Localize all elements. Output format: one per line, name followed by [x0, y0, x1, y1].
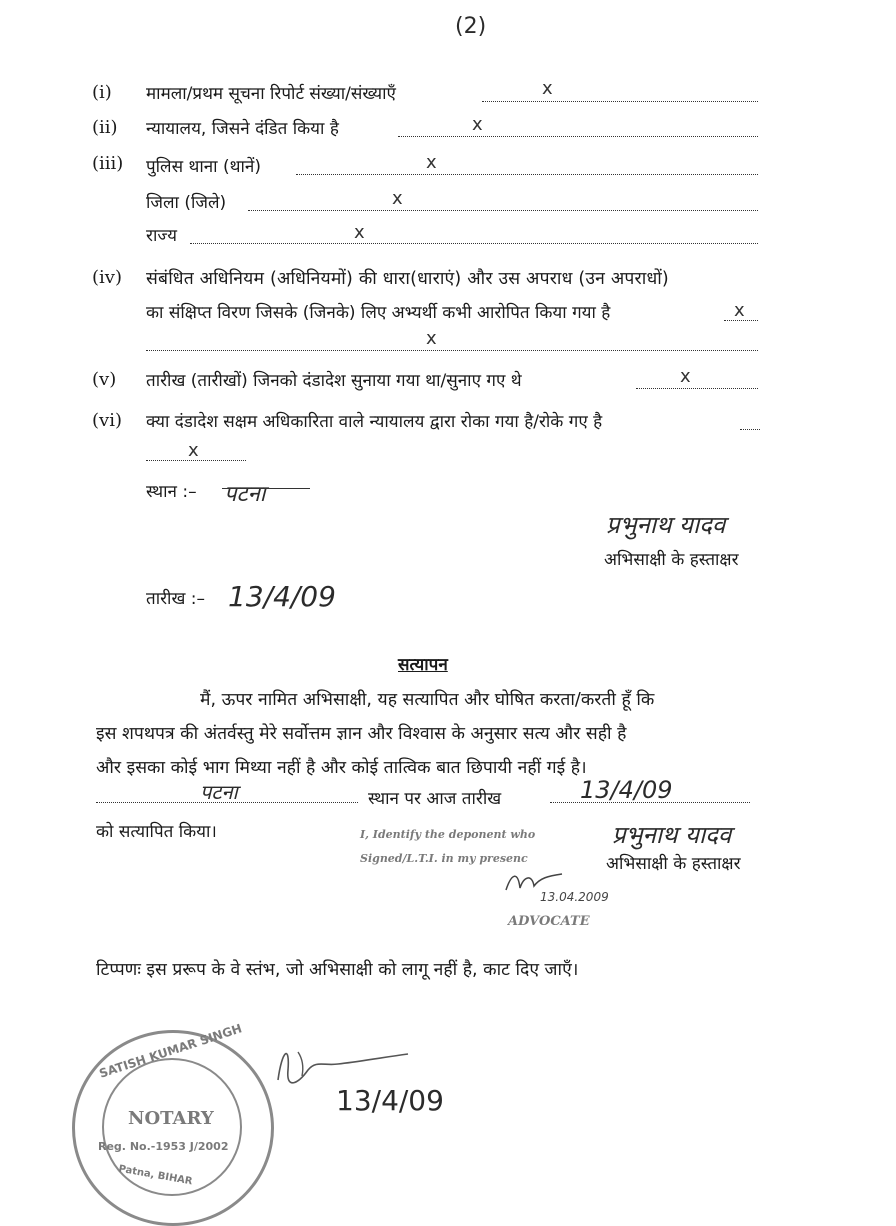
item-label-offence-description: का संक्षिप्त विरण जिसके (जिनके) लिए अभ्यर्थी कभी आरोपित किया गया है	[146, 303, 611, 323]
item-label-court: न्यायालय, जिसने दंडित किया है	[146, 119, 339, 139]
item-value-mark: x	[542, 78, 553, 99]
item-value-mark: x	[392, 188, 403, 209]
date-label: तारीख :–	[146, 589, 205, 609]
item-blank-line	[482, 101, 758, 102]
item-label-district: जिला (जिले)	[146, 193, 227, 213]
item-blank-line	[296, 174, 758, 175]
place-value: पटना	[224, 482, 266, 507]
item-number-ii: (ii)	[92, 117, 118, 138]
place-label: स्थान :–	[146, 482, 197, 502]
notary-stamp-place: Patna, BIHAR	[117, 1163, 194, 1188]
signature-caption: अभिसाक्षी के हस्ताक्षर	[604, 550, 739, 570]
verification-line-1: मैं, ऊपर नामित अभिसाक्षी, यह सत्यापित और घोषित करता/करती हूँ कि	[200, 690, 655, 710]
item-value-mark: x	[426, 328, 437, 349]
advocate-signature: 13.04.2009	[540, 890, 609, 904]
item-label-sentence-date: तारीख (तारीखों) जिनको दंडादेश सुनाया गया था/सुनाए गए थे	[146, 371, 522, 391]
page-number: (2)	[455, 14, 487, 39]
item-blank-line	[398, 136, 758, 137]
place-underline	[222, 488, 310, 489]
verification-line-3: और इसका कोई भाग मिथ्या नहीं है और कोई तात्विक बात छिपायी नहीं गई है।	[96, 758, 587, 778]
advocate-scribble-graphic	[504, 870, 564, 894]
item-blank-line	[248, 210, 758, 211]
advocate-stamp-line-1: I, Identify the deponent who	[360, 828, 536, 841]
deponent-signature: प्रभुनाथ यादव	[606, 511, 726, 539]
signature-caption-2: अभिसाक्षी के हस्ताक्षर	[606, 854, 741, 874]
item-number-iv: (iv)	[92, 267, 122, 288]
item-blank-line	[636, 388, 758, 389]
item-label-act-section: संबंधित अधिनियम (अधिनियमों) की धारा(धाराएं) और उस अपराध (उन अपराधों)	[146, 269, 669, 289]
item-number-v: (v)	[92, 369, 117, 390]
item-blank-line	[740, 429, 760, 430]
notary-stamp-title: NOTARY	[128, 1108, 214, 1129]
item-number-vi: (vi)	[92, 410, 122, 431]
item-blank-line	[146, 350, 758, 351]
item-label-case-fir: मामला/प्रथम सूचना रिपोर्ट संख्या/संख्याएँ	[146, 84, 396, 104]
verification-heading: सत्यापन	[398, 655, 448, 675]
item-number-i: (i)	[92, 82, 112, 103]
verification-line-2: इस शपथपत्र की अंतर्वस्तु मेरे सर्वोत्तम ज्ञान और विश्वास के अनुसार सत्य और सही है	[96, 724, 627, 744]
verification-closing: को सत्यापित किया।	[96, 822, 217, 842]
item-label-sentence-stayed: क्या दंडादेश सक्षम अधिकारिता वाले न्यायालय द्वारा रोका गया है/रोके गए है	[146, 412, 603, 432]
verification-place-text: स्थान पर आज तारीख	[368, 789, 502, 809]
advocate-signature-scribble	[504, 870, 564, 894]
advocate-stamp-line-2: Signed/L.T.I. in my presenc	[360, 852, 528, 865]
item-label-state: राज्य	[146, 226, 177, 246]
item-value-mark: x	[354, 222, 365, 243]
item-label-police-station: पुलिस थाना (थानें)	[146, 157, 261, 177]
item-value-mark: x	[426, 152, 437, 173]
date-value: 13/4/09	[228, 580, 336, 613]
footnote: टिप्पणः इस प्ररूप के वे स्तंभ, जो अभिसाक्षी को लागू नहीं है, काट दिए जाएँ।	[96, 960, 579, 980]
notary-stamp-reg: Reg. No.-1953 J/2002	[98, 1140, 229, 1153]
item-blank-line	[190, 243, 758, 244]
item-value-mark: x	[472, 114, 483, 135]
verification-date-value: 13/4/09	[580, 776, 673, 804]
item-number-iii: (iii)	[92, 153, 124, 174]
notary-stamp-name: SATISH KUMAR SINGH	[97, 1021, 244, 1081]
item-value-mark: x	[734, 300, 745, 321]
item-value-mark: x	[680, 366, 691, 387]
advocate-stamp-title: ADVOCATE	[508, 914, 590, 929]
verification-place-value: पटना	[200, 780, 238, 804]
item-value-mark: x	[188, 440, 199, 461]
deponent-signature-2: प्रभुनाथ यादव	[612, 821, 732, 849]
notary-date: 13/4/09	[336, 1084, 444, 1117]
